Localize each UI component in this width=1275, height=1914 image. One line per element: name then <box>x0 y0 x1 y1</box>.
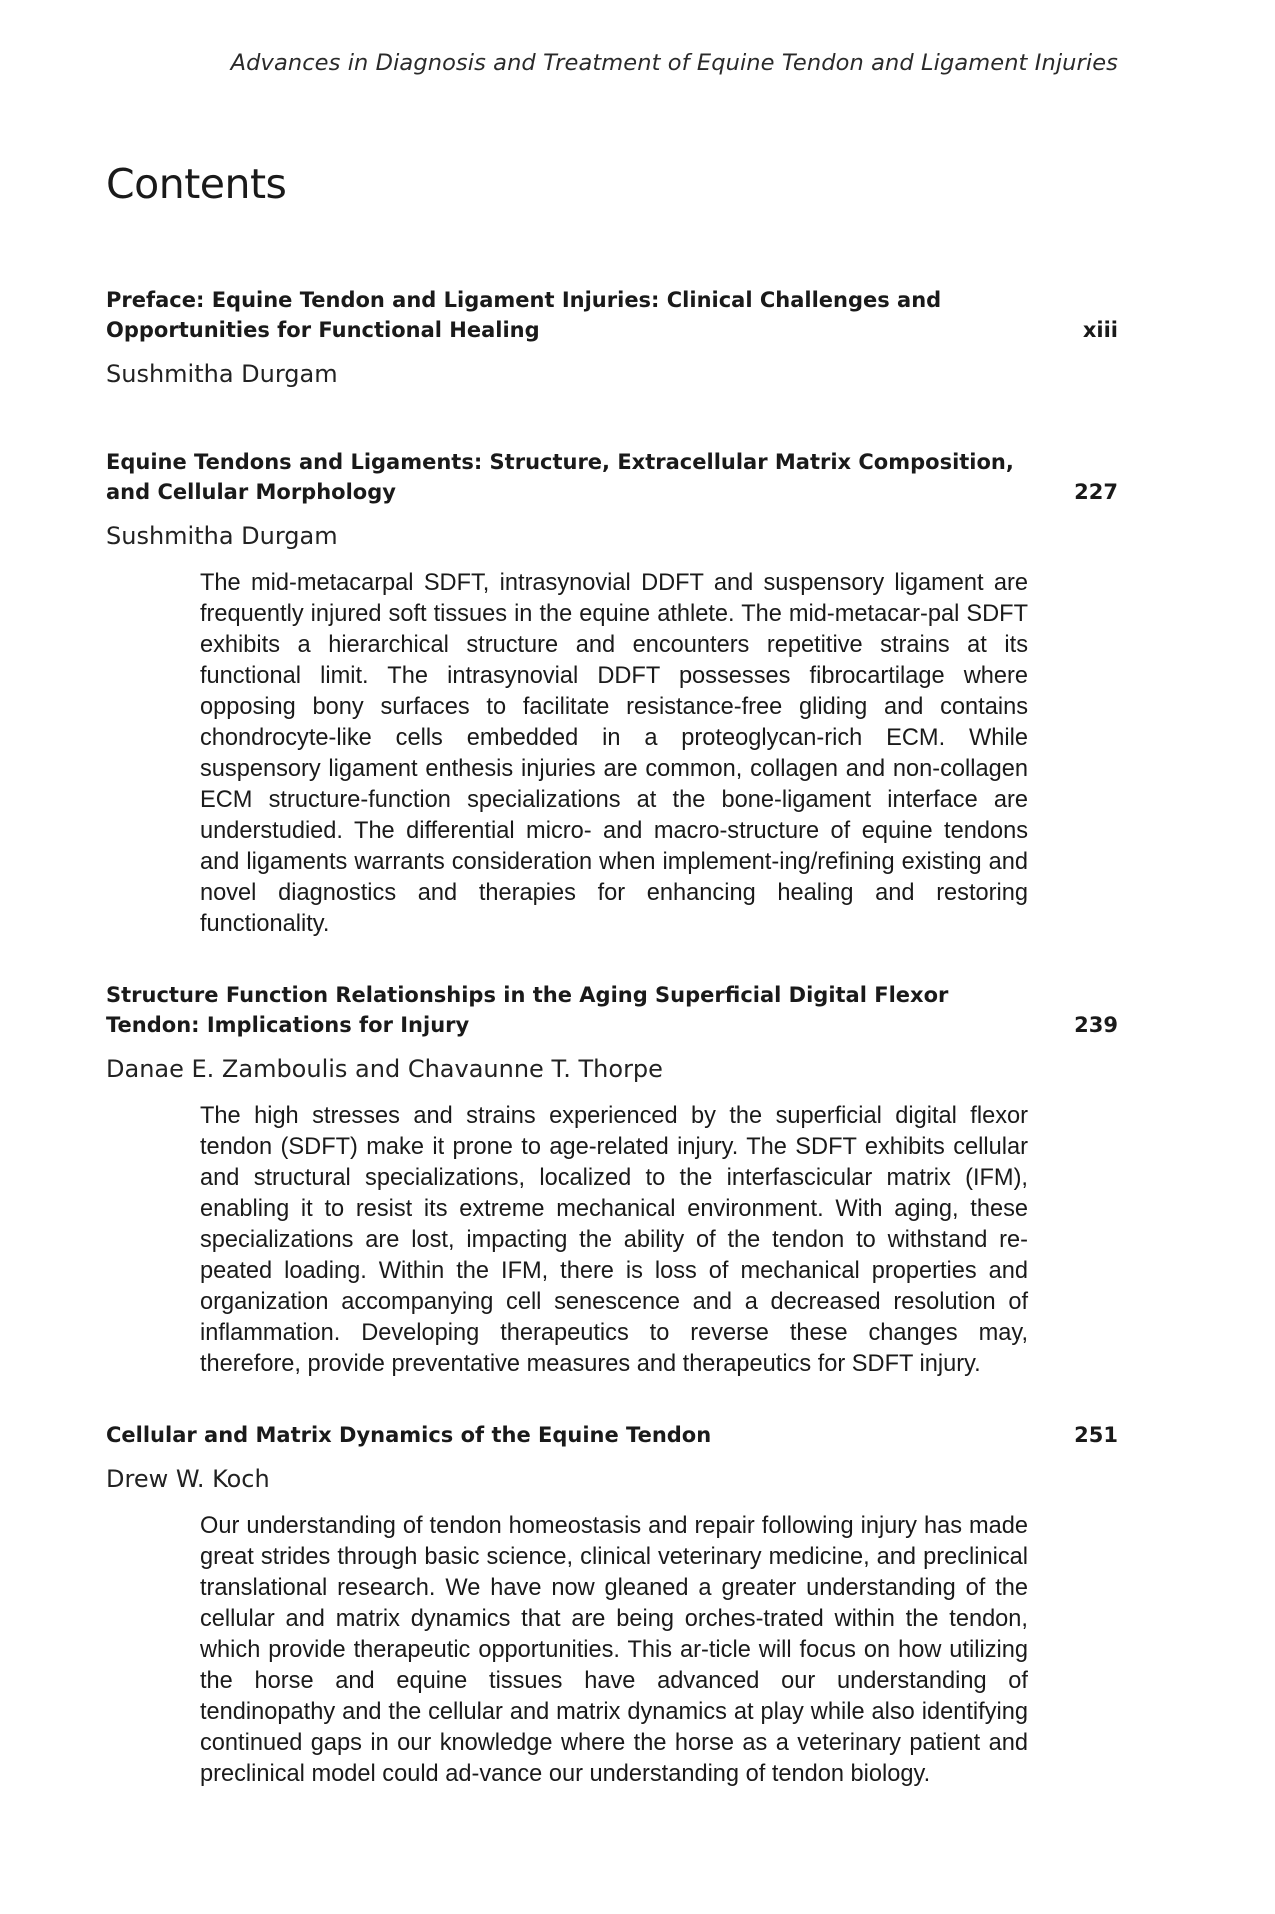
article-abstract: Our understanding of tendon homeostasis and repair following injury has made great strides through basic science, clinical veterinary medicine, and preclinical translational research. We have now gleaned a greater understanding of the cellular and matrix dynamics that are being orches-trated within the tendon, which provide therapeutic opportunities. This ar-ticle will focus on how utilizing the horse and equine tissues have advanced our understanding of tendinopathy and the cellular and matrix dynamics at play while also identifying continued gaps in our knowledge where the horse as a veterinary patient and preclinical model could ad-vance our understanding of tendon biology. <box>200 1513 1028 1787</box>
entry-heading <box>106 980 1118 1040</box>
entry-spacer <box>106 940 1118 980</box>
article-title-link[interactable]: Preface: Equine Tendon and Ligament Injuries: Clinical Challenges and Opportunities for Functional Healing <box>106 288 942 342</box>
article-abstract: The mid-metacarpal SDFT, intrasynovial DDFT and suspensory ligament are frequently injured soft tissues in the equine athlete. The mid-metacar-pal SDFT exhibits a hierarchical structure and encounters repetitive strains at its functional limit. The intrasynovial DDFT possesses fibrocartilage where opposing bony surfaces to facilitate resistance-free gliding and contains chondrocyte-like cells embedded in a proteoglycan-rich ECM. While suspensory ligament enthesis injuries are common, collagen and non-collagen ECM structure-function specializations at the bone-ligament interface are understudied. The differential micro- and macro-structure of equine tendons and ligaments warrants consideration when implement-ing/refining existing and novel diagnostics and therapies for enhancing healing and restoring functionality. <box>200 570 1028 937</box>
article-abstract: The high stresses and strains experienced by the superficial digital flexor tendon (SDFT) make it prone to age-related injury. The SDFT exhibits cellular and structural specializations, localized to the interfascicular matrix (IFM), enabling it to resist its extreme mechanical environment. With aging, these specializations are lost, impacting the ability of the tendon to withstand re-peated loading. Within the IFM, there is loss of mechanical properties and organization accompanying cell senescence and a decreased resolution of inflammation. Developing therapeutics to reverse these changes may, therefore, provide preventative measures and therapeutics for SDFT injury. <box>200 1103 1028 1377</box>
running-head: Advances in Diagnosis and Treatment of Equine Tendon and Ligament Injuries <box>230 50 1118 76</box>
contents-entry <box>106 1420 1118 1790</box>
entry-spacer <box>106 1380 1118 1420</box>
contents-entry <box>106 980 1118 1380</box>
contents-list <box>106 285 1118 1790</box>
article-title-link[interactable]: Equine Tendons and Ligaments: Structure, Extracellular Matrix Composition, and Cellular Morphology <box>106 450 1014 504</box>
page-title: Contents <box>106 160 287 208</box>
contents-entry <box>106 447 1118 940</box>
article-title-link[interactable]: Structure Function Relationships in the Aging Superficial Digital Flexor Tendon: Implications for Injury <box>106 983 949 1037</box>
article-authors: Sushmitha Durgam <box>106 360 338 388</box>
article-authors: Sushmitha Durgam <box>106 522 338 550</box>
page-number: 239 <box>1074 1013 1118 1037</box>
entry-heading <box>106 447 1118 507</box>
entry-heading <box>106 1420 1118 1450</box>
contents-entry <box>106 285 1118 389</box>
entry-spacer <box>106 389 1118 447</box>
article-authors: Danae E. Zamboulis and Chavaunne T. Thorpe <box>106 1055 663 1083</box>
page-number: 251 <box>1074 1423 1118 1447</box>
article-authors: Drew W. Koch <box>106 1465 270 1493</box>
entry-heading <box>106 285 1118 345</box>
page-number: 227 <box>1074 480 1118 504</box>
page-number: xiii <box>1082 318 1118 342</box>
article-title-link[interactable]: Cellular and Matrix Dynamics of the Equine Tendon <box>106 1423 712 1447</box>
